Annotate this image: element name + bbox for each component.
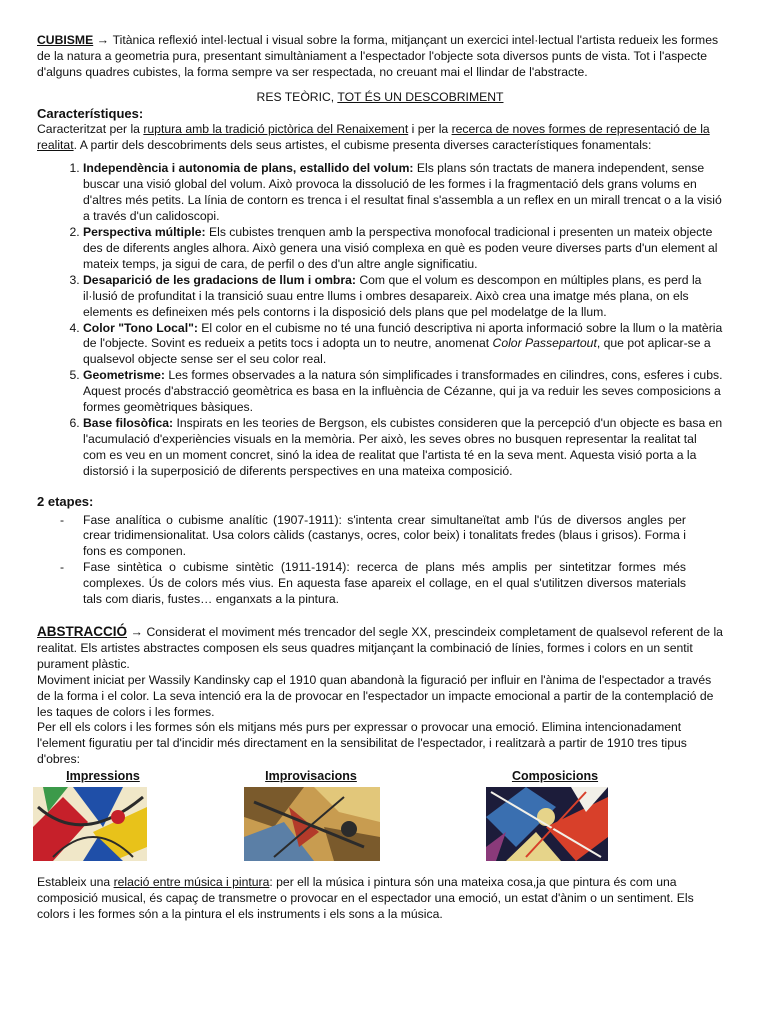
abstract-painting-image <box>244 787 380 861</box>
recerca-phrase: recerca de noves formes de representació de la realitat <box>37 121 710 152</box>
characteristics-intro <box>37 122 723 154</box>
feature-text: Els cubistes trenquen amb la perspectiva monofocal tradicional i presenten un mateix objecte des de diferents angles alhora. Això genera una visió complexa en què es poden veure diverses parts d'un element al mateix temps, ja sigui de cara, de perfil o des d'un altre angle significatiu. <box>83 225 718 271</box>
feature-text: Com que el volum es descompon en múltiples plans, es perd la il·lusió de profunditat i la transició suau entre llums i ombres desapareix. Això crea una imatge més plana, on els elements es defineixen més pels contorns i la disposició dels plans que pel modelatge de la llum. <box>83 272 702 319</box>
music-painting-paragraph <box>37 875 723 923</box>
artwork-composicions <box>485 769 625 861</box>
list-item <box>83 416 723 480</box>
document-page <box>37 33 723 923</box>
dash-bullet: - <box>60 512 65 527</box>
feature-text: El color en el cubisme no té una funció descriptiva ni aporta informació sobre la llum o la matèria de l'objecte. Sovint es redueix a petits tocs i adopta un to neutre, anomenat <box>83 320 723 351</box>
artwork-impressions <box>33 769 173 861</box>
characteristics-list <box>37 161 723 479</box>
list-item <box>83 321 723 369</box>
final-part-2: : per ell la música i pintura són una mateixa cosa,ja que pintura és com una composició musical, és capaç de transmetre o provocar en el espectador una emoció, un estat d'ànim o un sentiment. Els colors i les formes són a la pintura el els instruments i els sons a la música. <box>37 875 694 921</box>
artwork-improvisacions <box>241 769 381 861</box>
artwork-gallery <box>37 769 723 869</box>
cubisme-intro-paragraph <box>37 33 723 81</box>
res-teoric-text: RES TEÒRIC, <box>256 89 338 104</box>
list-item <box>83 368 723 416</box>
artwork-caption: Improvisacions <box>265 769 357 784</box>
abstract-painting-image <box>33 787 147 861</box>
stage-text: Fase sintètica o cubisme sintètic (1911-1914): recerca de plans més amplis per sintetitzar formes més complexes. Ús de colors més vius. En aquesta fase apareix el collage, en el qual s'utilitzen diversos materials tals com diaris, fustes… enganxats a la pintura. <box>83 560 686 607</box>
right-arrow-icon: → <box>93 33 113 47</box>
music-painting-phrase: relació entre música i pintura <box>113 875 270 890</box>
artwork-caption: Composicions <box>511 769 599 784</box>
abstraccio-intro-text: Considerat el moviment més trencador del segle XX, prescindeix completament de qualsevol referent de la realitat. Els artistes abstractes composen els seus quadres mitjançant la combinació de línies, formes i colors en un sentit purament plàstic. <box>37 625 723 671</box>
list-item <box>37 560 686 608</box>
ruptura-phrase: ruptura amb la tradició pictòrica del Renaixement <box>143 121 409 136</box>
list-item <box>83 161 723 225</box>
final-part-1: Estableix una <box>37 875 114 890</box>
list-item <box>83 273 723 321</box>
feature-text: Les formes observades a la natura són simplificades i transformades en cilindres, cons, esferes i cubs. Aquest procés d'abstracció geomètrica es basa en la influència de Cézanne, qui ja va reduir les seves composicions a formes geomètriques bàsiques. <box>83 368 723 415</box>
stages-heading: 2 etapes: <box>37 493 94 509</box>
abstraccio-section <box>37 624 723 923</box>
cubisme-title: CUBISME <box>37 33 94 47</box>
kandinsky-paragraph: Moviment iniciat per Wassily Kandinsky cap el 1910 quan abandonà la figuració per influir en l'ànima de l'espectador a través de la forma i el color. La seva intenció era la de provocar en l'espectador un impacte emocional a partir de la contemplació de les taques de colors i les formes. <box>37 672 714 719</box>
colors-forms-paragraph: Per ell els colors i les formes són els mitjans més purs per expressar o provocar una emoció. Elimina intencionadament l'element figuratiu per tal d'incidir més directament en la sensibilitat de l'espectador, i realitzarà a partir de 1910 tres tipus d'obres: <box>37 720 687 767</box>
list-item <box>83 225 723 273</box>
artwork-caption: Impressions <box>66 769 140 784</box>
right-arrow-icon: → <box>127 625 147 639</box>
descobriment-text: TOT ÉS UN DESCOBRIMENT <box>337 89 504 104</box>
feature-title: Desaparició de les gradacions de llum i ombra: <box>83 272 356 287</box>
abstraccio-title: ABSTRACCIÓ <box>37 624 127 639</box>
res-teoric-line <box>37 90 723 106</box>
abstraccio-intro-paragraph <box>37 624 723 673</box>
feature-title: Perspectiva múltiple: <box>83 225 206 240</box>
characteristics-heading: Característiques: <box>37 105 144 121</box>
char-intro-part-3: . A partir dels descobriments dels seus artistes, el cubisme presenta diverses característiques fonamentals: <box>73 137 652 152</box>
list-item <box>37 513 686 561</box>
dash-bullet: - <box>60 560 65 575</box>
feature-text-continued: , que pot aplicar-se a qualsevol objecte sense ser el seu color real. <box>83 336 711 367</box>
feature-text: Els plans són tractats de manera independent, sense buscar una visió global del volum. Això provoca la dissolució de les formes i la fragmentació dels grans volums en d'altres més petits. La línia de contorn es trenca i el resultat final s'assembla a un reflex en un mirall trencat o a la visió a través d'un calidoscopi. <box>83 161 722 224</box>
abstract-painting-image <box>486 787 608 861</box>
feature-title: Independència i autonomia de plans, estallido del volum: <box>83 161 414 176</box>
feature-italic-term: Color Passepartout <box>492 336 597 351</box>
feature-title: Color "Tono Local": <box>83 320 198 335</box>
cubisme-intro-text: Titànica reflexió intel·lectual i visual sobre la forma, mitjançant un exercici intel·lectual l'artista redueix les formes de la natura a geometria pura, presentant simultàniament a l'espectador l'objecte sota diversos punts de vista. Tot i l'aspecte d'alguns quadres cubistes, la forma sempre va ser respectada, no creuant mai el llindar de l'abstracte. <box>37 33 719 79</box>
char-intro-part-1: Caracteritzat per la <box>37 121 144 136</box>
stages-list <box>37 513 723 608</box>
feature-title: Geometrisme: <box>83 368 165 383</box>
char-intro-part-2: i per la <box>408 121 452 136</box>
feature-title: Base filosòfica: <box>83 415 174 430</box>
feature-text: Inspirats en les teories de Bergson, els cubistes consideren que la percepció d'un objecte es basa en l'acumulació d'experiències visuals en la memòria. Per això, les seves obres no busquen representar la realitat tal com es veu en un moment concret, sinó la idea de realitat que l'artista té en la seva ment. Aquesta visió porta a la distorsió i la superposició de diferents perspectives en una mateixa composició. <box>83 415 723 478</box>
stage-text: Fase analítica o cubisme analític (1907-1911): s'intenta crear simultaneïtat amb l'ús de diversos angles per crear tridimensionalitat. Usa colors càlids (castanys, ocres, color beix) i tonalitats fredes (blaus i grisos). Forma i fons es componen. <box>83 512 686 559</box>
